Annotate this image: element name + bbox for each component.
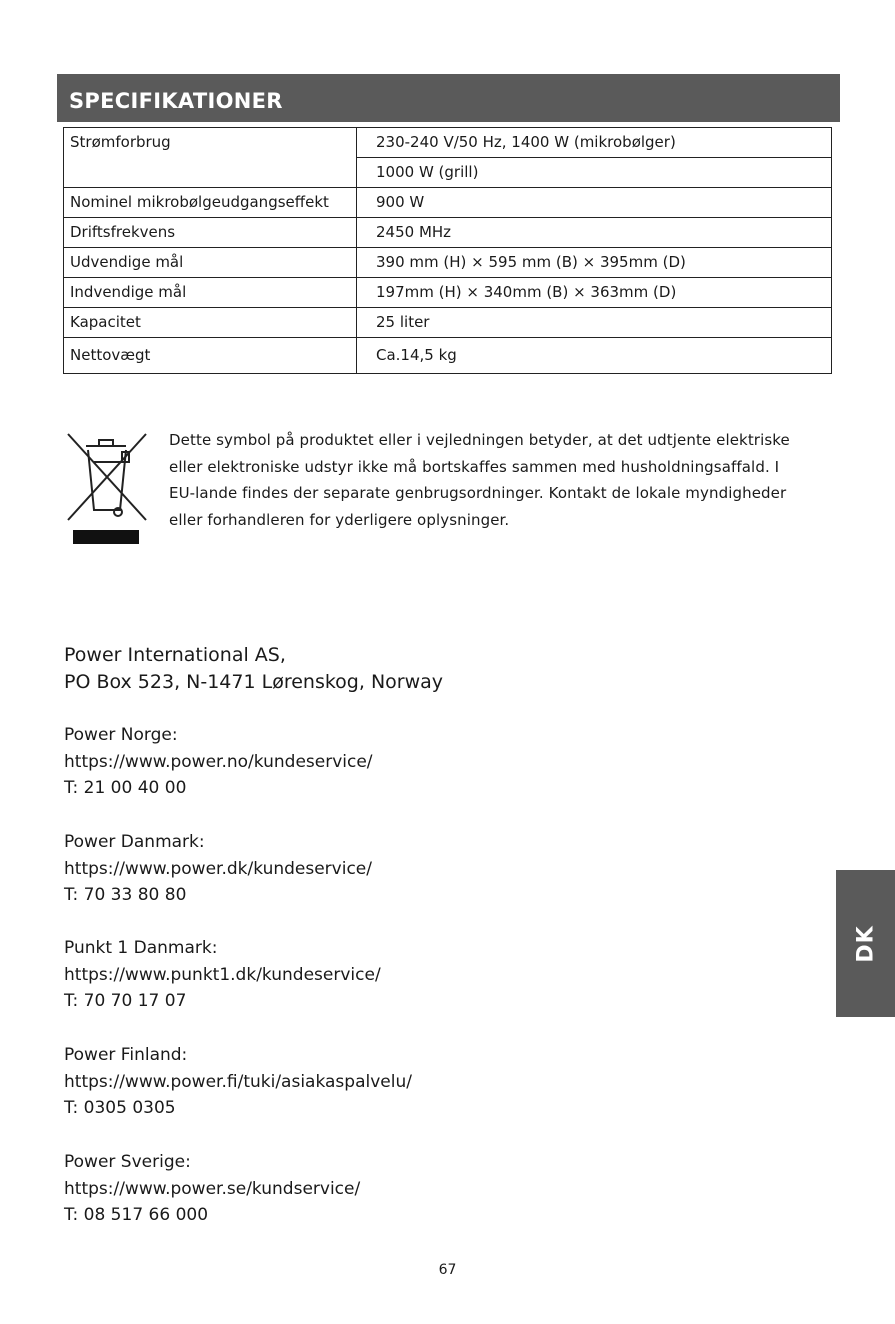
company-block xyxy=(64,642,443,696)
spec-label: Strømforbrug xyxy=(64,128,357,188)
weee-line: Dette symbol på produktet eller i vejledningen betyder, at det udtjente elektriske xyxy=(169,431,790,449)
weee-line: eller forhandleren for yderligere oplysninger. xyxy=(169,510,510,529)
table-row xyxy=(64,308,832,338)
spec-value: 230-240 V/50 Hz, 1400 W (mikrobølger) xyxy=(357,128,832,158)
weee-recycling-icon xyxy=(66,432,148,546)
page-number: 67 xyxy=(438,1262,457,1278)
weee-notice xyxy=(169,427,834,533)
section-header xyxy=(57,74,840,122)
spec-label: Nettovægt xyxy=(64,338,357,374)
contact-block xyxy=(64,829,372,909)
contact-phone: T: 21 00 40 00 xyxy=(64,778,187,798)
spec-value: Ca.14,5 kg xyxy=(357,338,832,374)
section-title: SPECIFIKATIONER xyxy=(69,89,283,113)
contact-url-link[interactable]: https://www.power.fi/tuki/asiakaspalvelu/ xyxy=(64,1071,412,1092)
contact-url-link[interactable]: https://www.power.no/kundeservice/ xyxy=(64,751,373,772)
contact-block xyxy=(64,722,373,802)
table-row xyxy=(64,248,832,278)
spec-value: 1000 W (grill) xyxy=(357,158,832,188)
contact-url-link[interactable]: https://www.power.dk/kundeservice/ xyxy=(64,858,372,879)
language-tab xyxy=(836,870,895,1017)
spec-value: 900 W xyxy=(357,188,832,218)
contact-block xyxy=(64,1042,412,1122)
contact-phone: T: 70 70 17 07 xyxy=(64,991,187,1011)
contact-name: Power Sverige: xyxy=(64,1152,191,1172)
contact-name: Power Danmark: xyxy=(64,832,205,852)
table-row xyxy=(64,188,832,218)
spec-label: Kapacitet xyxy=(64,308,357,338)
table-row xyxy=(64,128,832,158)
table-row xyxy=(64,278,832,308)
contact-block xyxy=(64,1149,360,1229)
contact-url-link[interactable]: https://www.power.se/kundservice/ xyxy=(64,1178,361,1199)
spec-value: 2450 MHz xyxy=(357,218,832,248)
spec-value: 197mm (H) × 340mm (B) × 363mm (D) xyxy=(357,278,832,308)
contact-phone: T: 0305 0305 xyxy=(64,1098,176,1118)
contact-name: Punkt 1 Danmark: xyxy=(64,938,218,958)
contact-url-link[interactable]: https://www.punkt1.dk/kundeservice/ xyxy=(64,964,381,985)
spec-label: Udvendige mål xyxy=(64,248,357,278)
spec-label: Nominel mikrobølgeudgangseffekt xyxy=(64,188,357,218)
spec-label: Indvendige mål xyxy=(64,278,357,308)
spec-value: 25 liter xyxy=(357,308,832,338)
company-name: Power International AS, xyxy=(64,644,286,666)
spec-table xyxy=(63,127,832,374)
contact-phone: T: 08 517 66 000 xyxy=(64,1205,209,1225)
contact-block xyxy=(64,935,381,1015)
weee-line: eller elektroniske udstyr ikke må bortskaffes sammen med husholdningsaffald. I xyxy=(169,457,780,476)
contact-phone: T: 70 33 80 80 xyxy=(64,885,187,905)
contact-name: Power Norge: xyxy=(64,725,178,745)
table-row xyxy=(64,338,832,374)
spec-value: 390 mm (H) × 595 mm (B) × 395mm (D) xyxy=(357,248,832,278)
language-tab-label: DK xyxy=(853,924,878,963)
contact-name: Power Finland: xyxy=(64,1045,188,1065)
spec-label: Driftsfrekvens xyxy=(64,218,357,248)
weee-line: EU-lande findes der separate genbrugsordninger. Kontakt de lokale myndigheder xyxy=(169,484,787,502)
table-row xyxy=(64,218,832,248)
company-address: PO Box 523, N-1471 Lørenskog, Norway xyxy=(64,671,444,693)
